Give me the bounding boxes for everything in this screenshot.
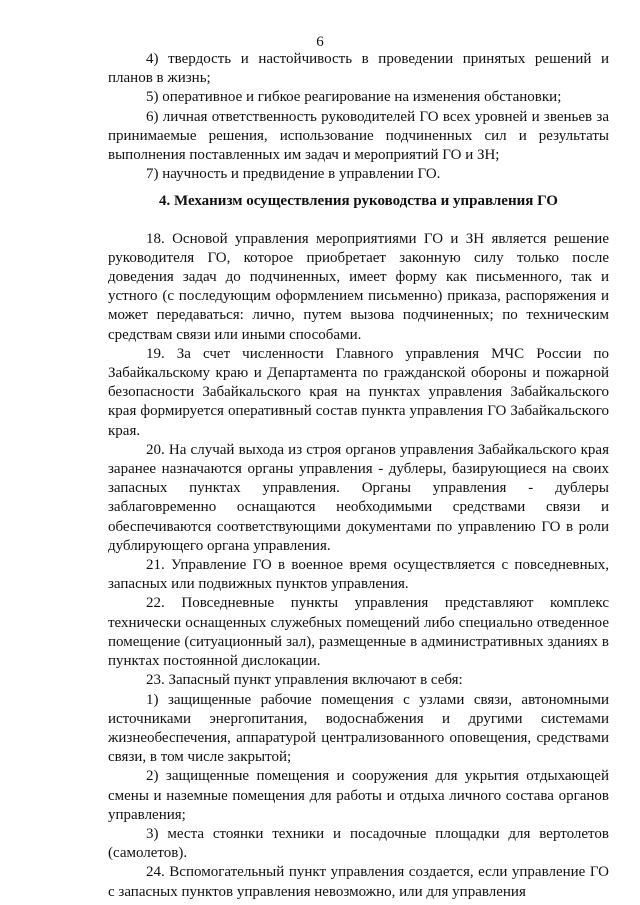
list-item-5: 5) оперативное и гибкое реагирование на изменения обстановки; [146,89,562,106]
paragraph-24: 24. Вспомогательный пункт управления создается, если управление ГО с запасных пунктов управления невозможно, или для управления [108,864,609,900]
paragraph-18: 18. Основой управления мероприятиями ГО и ЗН является решение руководителя ГО, которое приобретает законную силу только после доведения задач до подчиненных, имеет форму как письменного, так и устного (с последующим оформлением письменно) приказа, распоряжения и может передаваться: лично, путем вызова подчиненных; по техническим средствам связи или иными способами. [108,230,609,343]
page-number: 6 [316,34,324,50]
paragraph-22: 22. Повседневные пункты управления представляют комплекс технически оснащенных служебных помещений либо специально отведенное помещение (ситуационный зал), размещенные в административных зданиях в пунктах постоянной дислокации. [108,595,609,670]
paragraph-23-item-1: 1) защищенные рабочие помещения с узлами связи, автономными источниками энергопитания, водоснабжения и другими системами жизнеобеспечения, аппаратурой централизованного оповещения, средствами связи, в том числе закрытой; [108,691,609,766]
paragraph-19: 19. За счет численности Главного управления МЧС России по Забайкальскому краю и Департамента по гражданской обороны и пожарной безопасности Забайкальского края на пунктах управления Забайкальского края формируется оперативный состав пункта управления ГО Забайкальского края. [108,345,609,439]
paragraph-23-item-2: 2) защищенные помещения и сооружения для укрытия отдыхающей смены и наземные помещения для работы и отдыха личного состава органов управления; [108,768,609,823]
paragraph-21: 21. Управление ГО в военное время осуществляется с повседневных, запасных или подвижных пунктов управления. [108,557,609,593]
list-item-7: 7) научность и предвидение в управлении ГО. [146,166,441,183]
list-item-4: 4) твердость и настойчивость в проведении принятых решений и планов в жизнь; [108,51,609,87]
paragraph-23: 23. Запасный пункт управления включают в себя: [146,672,463,689]
section-heading: 4. Механизм осуществления руководства и управления ГО [159,193,558,210]
list-item-6: 6) личная ответственность руководителей ГО всех уровней и звеньев за принимаемые решения, использование подчиненных сил и результаты выполнения поставленных им задач и мероприятий ГО и ЗН; [108,108,609,164]
document-body [108,50,609,902]
paragraph-20: 20. На случай выхода из строя органов управления Забайкальского края заранее назначаются органы управления - дублеры, базирующиеся на своих запасных пунктах управления. Органы управления - дублеры заблаговременно оснащаются необходимыми средствами связи и обеспечиваются соответствующими документами по управлению ГО в роли дублирующего органа управления. [108,441,609,554]
paragraph-23-item-3: 3) места стоянки техники и посадочные площадки для вертолетов (самолетов). [108,825,609,862]
